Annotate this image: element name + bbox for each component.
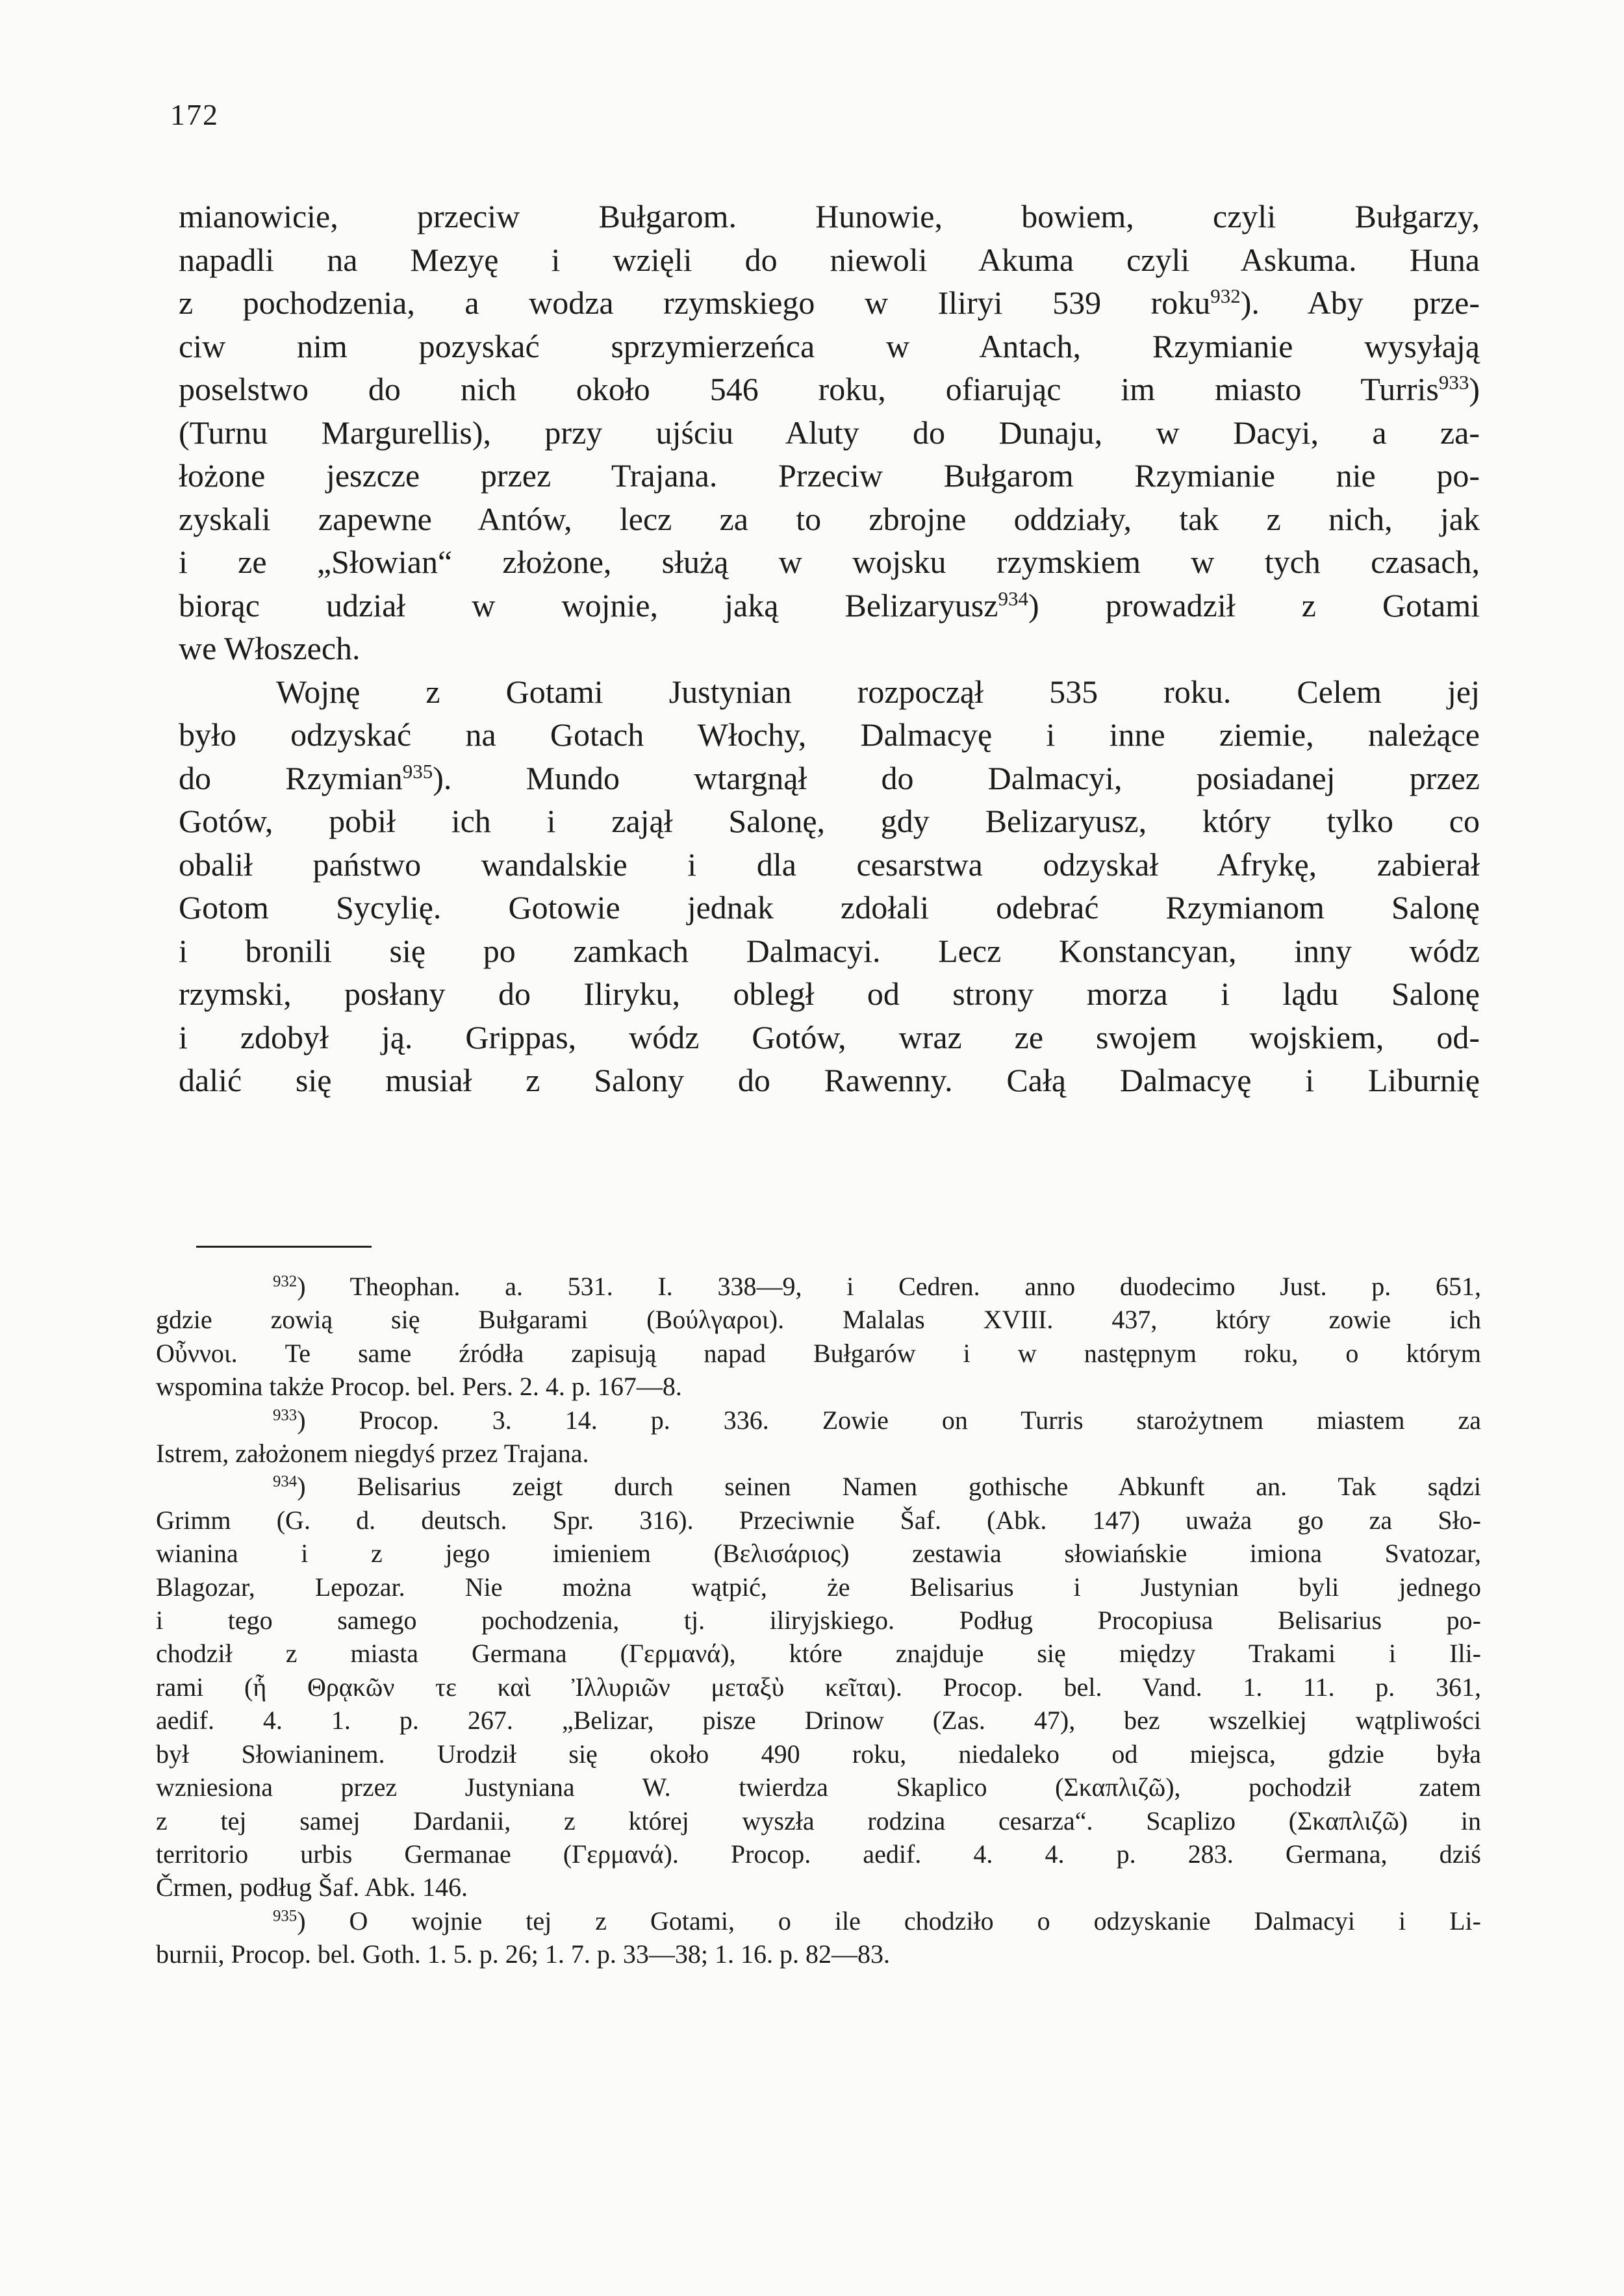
body-line bbox=[179, 627, 1480, 670]
footnote-marker: 932 bbox=[273, 1272, 298, 1291]
footnote-line bbox=[156, 1303, 1481, 1336]
line-text: i zdobył ją. Grippas, wódz Gotów, wraz ze swojem wojskiem, od- bbox=[179, 1018, 1480, 1055]
line-text: był Słowianinem. Urodził się około 490 roku, niedaleko od miejsca, gdzie była bbox=[156, 1739, 1481, 1769]
footnotes bbox=[156, 1270, 1481, 1971]
line-text-continued: ) prowadził z Gotami bbox=[1028, 587, 1480, 624]
line-text: łożone jeszcze przez Trajana. Przeciw Bułgarom Rzymianie nie po- bbox=[179, 457, 1480, 494]
body-line bbox=[179, 368, 1480, 411]
footnote-line bbox=[156, 1704, 1481, 1737]
footnote-marker: 934 bbox=[273, 1472, 298, 1491]
footnote-line bbox=[156, 1804, 1481, 1837]
line-text: z tej samej Dardanii, z której wyszła rodzina cesarza“. Scaplizo (Σκαπλιζῶ) in bbox=[156, 1806, 1481, 1836]
line-text: territorio urbis Germanae (Γερμανά). Procop. aedif. 4. 4. p. 283. Germana, dziś bbox=[156, 1839, 1481, 1869]
line-text-continued: ) bbox=[1469, 371, 1480, 407]
line-text: biorąc udział w wojnie, jaką Belizaryusz bbox=[179, 587, 998, 624]
line-text: rami (ἧ Θρᾳκῶν τε καὶ Ἰλλυριῶν μεταξὺ κεῖται). Procop. bel. Vand. 1. 11. p. 361, bbox=[156, 1672, 1481, 1702]
line-text: aedif. 4. 1. p. 267. „Belizar, pisze Drinow (Zas. 47), bez wszelkiej wątpliwości bbox=[156, 1706, 1481, 1735]
footnote-line bbox=[156, 1837, 1481, 1871]
body-line bbox=[179, 713, 1480, 757]
body-line bbox=[179, 929, 1480, 973]
body-line bbox=[179, 670, 1480, 714]
line-text: mianowicie, przeciw Bułgarom. Hunowie, bowiem, czyli Bułgarzy, bbox=[179, 198, 1480, 234]
line-text: z pochodzenia, a wodza rzymskiego w Iliryi 539 roku bbox=[179, 284, 1211, 321]
footnote-line bbox=[156, 1637, 1481, 1670]
line-text: ciw nim pozyskać sprzymierzeńca w Antach, Rzymianie wysyłają bbox=[179, 327, 1480, 364]
body-line bbox=[179, 325, 1480, 368]
body-line bbox=[179, 1016, 1480, 1059]
footnote-line bbox=[156, 1470, 1481, 1503]
line-text: i ze „Słowian“ złożone, służą w wojsku rzymskiem w tych czasach, bbox=[179, 544, 1480, 580]
footnote-line bbox=[156, 1771, 1481, 1804]
body-line bbox=[179, 584, 1480, 627]
body-line bbox=[179, 843, 1480, 887]
line-text: rzymski, posłany do Iliryku, obległ od strony morza i lądu Salonę bbox=[179, 976, 1480, 1012]
footnote-line bbox=[156, 1604, 1481, 1637]
body-line bbox=[179, 411, 1480, 455]
line-text: Blagozar, Lepozar. Nie można wątpić, że Belisarius i Justynian byli jednego bbox=[156, 1572, 1481, 1602]
footnote-line bbox=[156, 1537, 1481, 1570]
line-text: napadli na Mezyę i wzięli do niewoli Akuma czyli Askuma. Huna bbox=[179, 241, 1480, 278]
line-text: Istrem, założonem niegdyś przez Trajana. bbox=[156, 1439, 589, 1469]
line-text: Wojnę z Gotami Justynian rozpoczął 535 roku. Celem jej bbox=[276, 673, 1480, 710]
footnote-line bbox=[156, 1737, 1481, 1771]
line-text: wianina i z jego imieniem (Βελισάριος) zestawia słowiańskie imiona Svatozar, bbox=[156, 1539, 1481, 1569]
footnote-line bbox=[156, 1671, 1481, 1704]
body-line bbox=[179, 1059, 1480, 1102]
footnote-reference[interactable]: 933 bbox=[1438, 370, 1469, 394]
footnote-text: ) Procop. 3. 14. p. 336. Zowie on Turris starożytnem miastem za bbox=[297, 1405, 1481, 1435]
line-text: chodził z miasta Germana (Γερμανά), które znajduje się między Trakami i Ili- bbox=[156, 1639, 1481, 1669]
line-text: wspomina także Procop. bel. Pers. 2. 4. p. 167—8. bbox=[156, 1372, 682, 1402]
footnote-line bbox=[156, 1270, 1481, 1303]
line-text: (Turnu Margurellis), przy ujściu Aluty do Dunaju, w Dacyi, a za- bbox=[179, 414, 1480, 451]
footnote-line bbox=[156, 1871, 1481, 1904]
body-line bbox=[179, 540, 1480, 584]
footnote-line bbox=[156, 1504, 1481, 1537]
line-text: obalił państwo wandalskie i dla cesarstwa odzyskał Afrykę, zabierał bbox=[179, 846, 1480, 883]
footnote-reference[interactable]: 934 bbox=[998, 587, 1028, 610]
body-line bbox=[179, 800, 1480, 843]
footnote-marker: 935 bbox=[273, 1907, 298, 1925]
line-text: burnii, Procop. bel. Goth. 1. 5. p. 26; 1. 7. p. 33—38; 1. 16. p. 82—83. bbox=[156, 1939, 890, 1969]
line-text: Črmen, podług Šaf. Abk. 146. bbox=[156, 1873, 468, 1902]
line-text: dalić się musiał z Salony do Rawenny. Całą Dalmacyę i Liburnię bbox=[179, 1062, 1480, 1098]
line-text: Οὖννοι. Te same źródła zapisują napad Bułgarów i w następnym roku, o którym bbox=[156, 1338, 1481, 1368]
footnote-line bbox=[156, 1904, 1481, 1937]
footnote-line bbox=[156, 1370, 1481, 1403]
main-text bbox=[179, 195, 1480, 1102]
footnote-line bbox=[156, 1337, 1481, 1370]
footnote-marker: 933 bbox=[273, 1406, 298, 1424]
line-text: Gotów, pobił ich i zajął Salonę, gdy Belizaryusz, który tylko co bbox=[179, 803, 1480, 839]
line-text: we Włoszech. bbox=[179, 630, 361, 666]
line-text-continued: ). Mundo wtargnął do Dalmacyi, posiadanej przez bbox=[433, 759, 1480, 796]
body-line bbox=[179, 757, 1480, 800]
line-text-continued: ). Aby prze- bbox=[1240, 284, 1480, 321]
footnote-text: ) Belisarius zeigt durch seinen Namen gothische Abkunft an. Tak sądzi bbox=[297, 1472, 1481, 1502]
footnote-text: ) O wojnie tej z Gotami, o ile chodziło o odzyskanie Dalmacyi i Li- bbox=[297, 1906, 1481, 1936]
body-line bbox=[179, 972, 1480, 1016]
line-text: wzniesiona przez Justyniana W. twierdza Skaplico (Σκαπλιζῶ), pochodził zatem bbox=[156, 1772, 1481, 1802]
line-text: poselstwo do nich około 546 roku, ofiarując im miasto Turris bbox=[179, 371, 1439, 407]
line-text: Gotom Sycylię. Gotowie jednak zdołali odebrać Rzymianom Salonę bbox=[179, 889, 1480, 926]
line-text: i bronili się po zamkach Dalmacyi. Lecz Konstancyan, inny wódz bbox=[179, 932, 1480, 969]
body-line bbox=[179, 195, 1480, 238]
body-line bbox=[179, 281, 1480, 325]
footnote-text: ) Theophan. a. 531. I. 338—9, i Cedren. anno duodecimo Just. p. 651, bbox=[297, 1272, 1481, 1301]
line-text: gdzie zowią się Bułgarami (Βούλγαροι). Malalas XVIII. 437, który zowie ich bbox=[156, 1305, 1481, 1335]
body-line bbox=[179, 454, 1480, 498]
footnote-line bbox=[156, 1404, 1481, 1437]
page-number: 172 bbox=[170, 98, 219, 131]
line-text: Grimm (G. d. deutsch. Spr. 316). Przeciwnie Šaf. (Abk. 147) uważa go za Sło- bbox=[156, 1505, 1481, 1535]
footnote-reference[interactable]: 932 bbox=[1210, 284, 1241, 307]
line-text: zyskali zapewne Antów, lecz za to zbrojne oddziały, tak z nich, jak bbox=[179, 500, 1480, 537]
footnote-line bbox=[156, 1937, 1481, 1971]
body-line bbox=[179, 238, 1480, 282]
body-line bbox=[179, 498, 1480, 541]
line-text: i tego samego pochodzenia, tj. iliryjskiego. Podług Procopiusa Belisarius po- bbox=[156, 1606, 1481, 1635]
line-text: było odzyskać na Gotach Włochy, Dalmacyę i inne ziemie, należące bbox=[179, 716, 1480, 753]
body-line bbox=[179, 886, 1480, 929]
line-text: do Rzymian bbox=[179, 759, 403, 796]
footnote-line bbox=[156, 1437, 1481, 1470]
footnote-line bbox=[156, 1571, 1481, 1604]
footnote-separator bbox=[196, 1246, 372, 1248]
footnote-reference[interactable]: 935 bbox=[402, 759, 433, 783]
